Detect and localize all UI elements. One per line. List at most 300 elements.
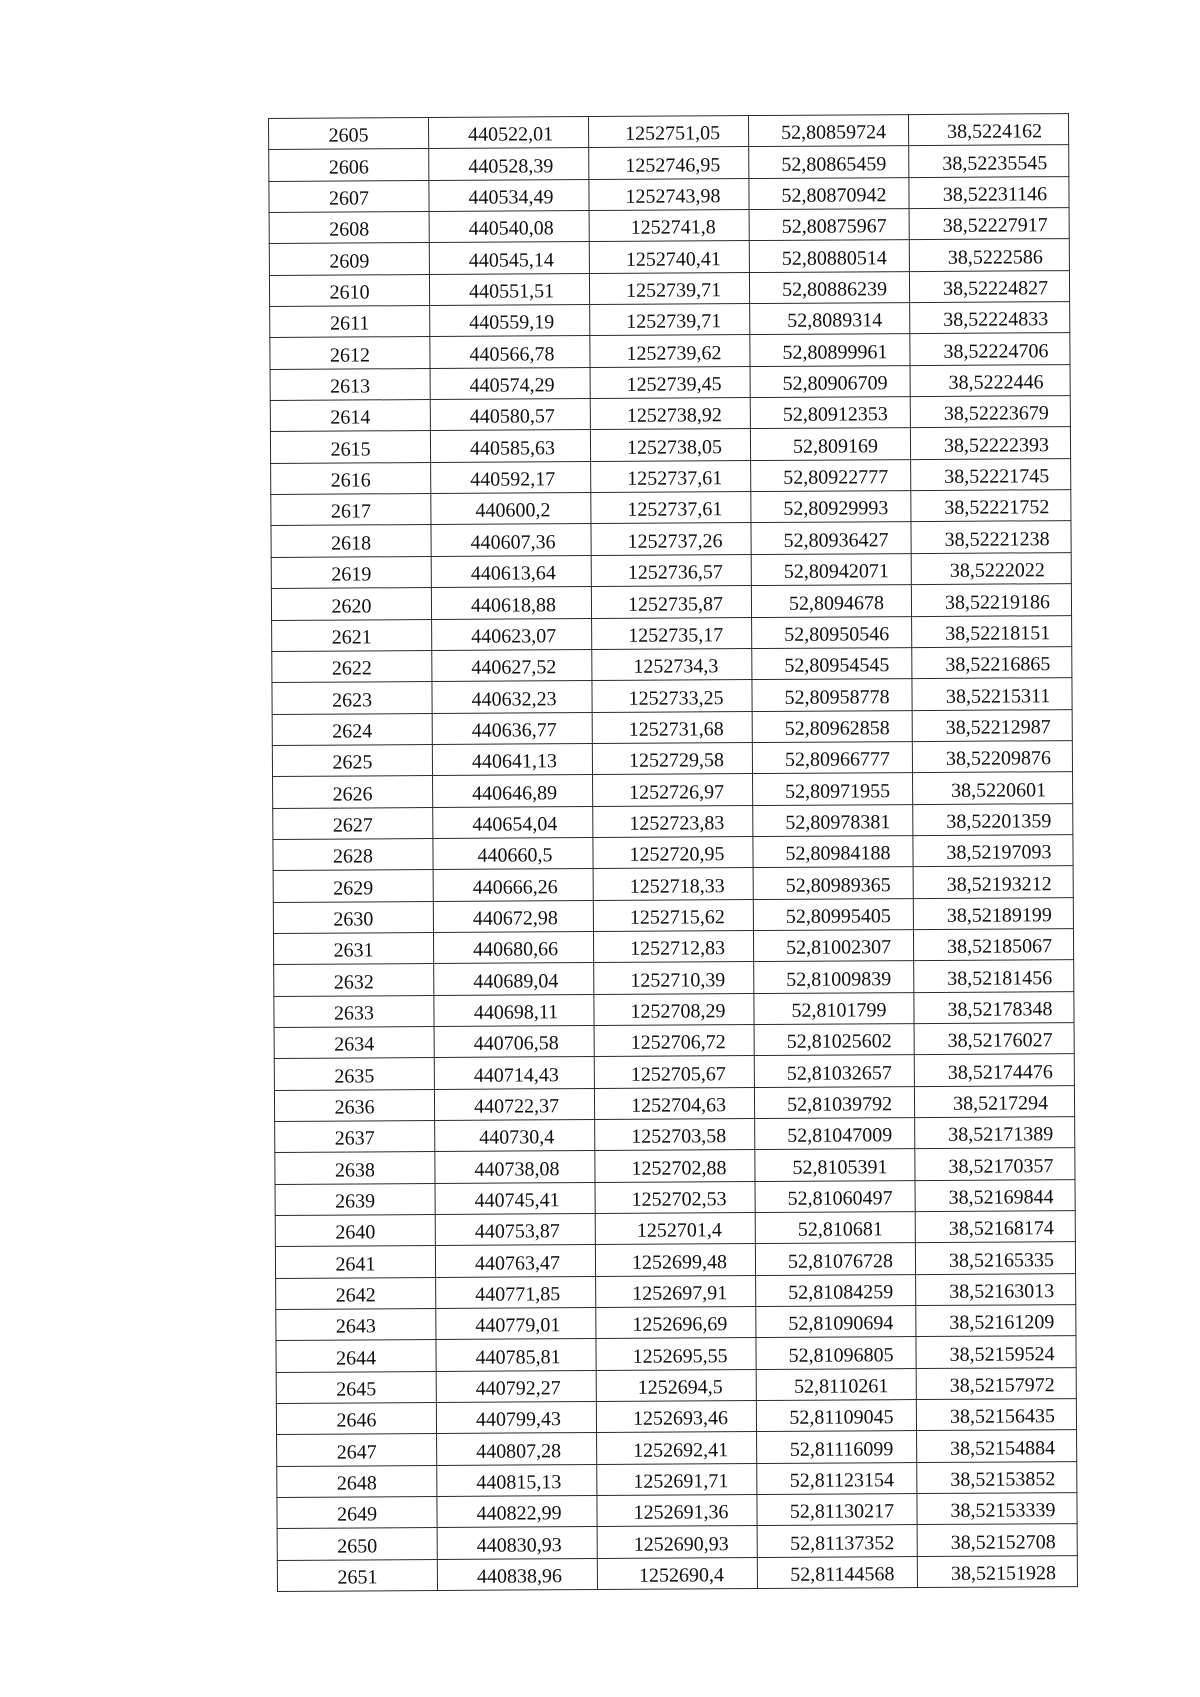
longitude-cell — [916, 1273, 1076, 1305]
cell-text: 440522,01 — [468, 123, 554, 147]
cell-text: 52,81123154 — [789, 1469, 895, 1492]
table-row — [270, 396, 1070, 432]
cell-text: 440666,26 — [472, 875, 558, 899]
cell-text: 52,80962858 — [784, 717, 890, 740]
cell-text: 52,81032657 — [786, 1061, 892, 1085]
cell-text: 52,80906709 — [782, 372, 888, 395]
longitude-cell — [910, 302, 1070, 334]
cell-text: 52,81039792 — [786, 1093, 893, 1116]
latitude-cell — [755, 1212, 915, 1244]
longitude-cell — [917, 1524, 1077, 1556]
y-coordinate-cell — [594, 1025, 754, 1057]
y-coordinate-cell — [591, 492, 751, 524]
point-number-cell — [272, 682, 432, 714]
table-row — [277, 1493, 1077, 1529]
y-coordinate-cell — [594, 1087, 754, 1119]
y-coordinate-cell — [597, 1495, 757, 1527]
table-row — [272, 678, 1072, 714]
cell-text: 52,80989365 — [785, 873, 891, 897]
longitude-cell — [910, 364, 1070, 396]
point-number-cell — [272, 619, 432, 651]
cell-text: 440534,49 — [468, 186, 554, 209]
x-coordinate-cell — [432, 743, 592, 775]
y-coordinate-cell — [592, 617, 752, 649]
cell-text: 52,81116099 — [789, 1437, 894, 1461]
cell-text: 38,52159524 — [949, 1342, 1055, 1366]
point-number-cell — [273, 807, 433, 839]
y-coordinate-cell — [590, 398, 750, 430]
longitude-cell — [911, 584, 1071, 616]
longitude-cell — [914, 1085, 1074, 1117]
cell-text: 2606 — [328, 156, 369, 179]
table-row — [270, 302, 1070, 338]
point-number-cell — [271, 494, 431, 526]
cell-text: 440574,29 — [469, 374, 555, 397]
cell-text: 52,80984188 — [785, 842, 891, 866]
latitude-cell — [753, 804, 913, 836]
table-row — [269, 208, 1069, 244]
y-coordinate-cell — [592, 680, 752, 712]
cell-text: 52,80912353 — [782, 403, 888, 427]
x-coordinate-cell — [436, 1308, 596, 1340]
cell-text: 2618 — [331, 532, 372, 555]
x-coordinate-cell — [429, 211, 589, 243]
latitude-cell — [751, 491, 911, 523]
cell-text: 2624 — [332, 720, 373, 743]
x-coordinate-cell — [434, 994, 594, 1026]
cell-text: 38,52224706 — [943, 339, 1049, 363]
y-coordinate-cell — [592, 742, 752, 774]
point-number-cell — [273, 932, 433, 964]
cell-text: 52,80899961 — [782, 340, 888, 364]
cell-text: 38,52221238 — [944, 528, 1050, 551]
cell-text: 440706,58 — [473, 1032, 559, 1056]
table-row — [274, 991, 1074, 1027]
x-coordinate-cell — [435, 1214, 595, 1246]
x-coordinate-cell — [433, 931, 593, 963]
cell-text: 38,52216865 — [945, 653, 1051, 677]
x-coordinate-cell — [435, 1245, 595, 1277]
cell-text: 440580,57 — [469, 405, 555, 429]
cell-text: 2643 — [335, 1315, 376, 1339]
longitude-cell — [910, 333, 1070, 365]
y-coordinate-cell — [596, 1275, 756, 1307]
table-row — [276, 1336, 1076, 1372]
longitude-cell — [917, 1555, 1077, 1587]
cell-text: 2626 — [332, 782, 373, 806]
longitude-cell — [913, 835, 1073, 867]
cell-text: 52,80886239 — [781, 278, 888, 301]
latitude-cell — [751, 459, 911, 491]
table-row — [275, 1148, 1075, 1184]
longitude-cell — [917, 1461, 1077, 1493]
point-number-cell — [273, 838, 433, 870]
cell-text: 1252741,8 — [630, 216, 716, 240]
cell-text: 38,52224827 — [942, 277, 1049, 300]
longitude-cell — [914, 960, 1074, 992]
cell-text: 38,52218151 — [945, 622, 1051, 645]
cell-text: 52,80859724 — [781, 121, 887, 145]
cell-text: 440745,41 — [474, 1189, 560, 1212]
cell-text: 1252701,4 — [636, 1219, 722, 1243]
x-coordinate-cell — [429, 148, 589, 180]
cell-text: 52,81084259 — [788, 1281, 894, 1304]
latitude-cell — [757, 1556, 917, 1588]
y-coordinate-cell — [589, 147, 749, 179]
cell-text: 38,52174476 — [947, 1060, 1053, 1084]
table-row — [271, 490, 1071, 526]
cell-text: 1252723,83 — [629, 812, 725, 835]
x-coordinate-cell — [436, 1402, 596, 1434]
table-row — [276, 1273, 1076, 1309]
cell-text: 2651 — [337, 1566, 378, 1589]
longitude-cell — [915, 1179, 1075, 1211]
longitude-cell — [912, 709, 1072, 741]
point-number-cell — [270, 400, 430, 432]
x-coordinate-cell — [437, 1527, 597, 1559]
y-coordinate-cell — [595, 1150, 755, 1182]
cell-text: 38,52227917 — [942, 214, 1048, 238]
cell-text: 38,52170357 — [948, 1154, 1054, 1178]
y-coordinate-cell — [593, 774, 753, 806]
cell-text: 440672,98 — [472, 907, 558, 930]
cell-text: 440722,37 — [473, 1095, 560, 1118]
x-coordinate-cell — [431, 461, 591, 493]
table-row — [275, 1211, 1075, 1247]
cell-text: 52,80978381 — [785, 811, 891, 834]
cell-text: 52,810681 — [797, 1218, 883, 1242]
x-coordinate-cell — [435, 1182, 595, 1214]
y-coordinate-cell — [593, 930, 753, 962]
cell-text: 2645 — [336, 1378, 377, 1401]
cell-text: 38,52223679 — [943, 402, 1049, 426]
point-number-cell — [270, 431, 430, 463]
latitude-cell — [756, 1368, 916, 1400]
x-coordinate-cell — [430, 367, 590, 399]
latitude-cell — [755, 1243, 915, 1275]
longitude-cell — [911, 458, 1071, 490]
x-coordinate-cell — [430, 336, 590, 368]
cell-text: 1252743,98 — [625, 185, 721, 208]
cell-text: 1252739,62 — [626, 341, 722, 365]
cell-text: 2630 — [333, 908, 374, 931]
point-number-cell — [275, 1183, 435, 1215]
point-number-cell — [271, 525, 431, 557]
x-coordinate-cell — [429, 273, 589, 305]
longitude-cell — [911, 521, 1071, 553]
cell-text: 52,80870942 — [781, 184, 887, 207]
cell-text: 2639 — [335, 1190, 376, 1213]
cell-text: 2609 — [329, 250, 370, 273]
point-number-cell — [274, 1058, 434, 1090]
cell-text: 38,52169844 — [948, 1186, 1054, 1209]
cell-text: 440618,88 — [470, 593, 557, 617]
cell-text: 440632,23 — [471, 687, 557, 711]
cell-text: 52,809169 — [792, 435, 879, 458]
cell-text: 440623,07 — [471, 625, 557, 648]
cell-text: 38,52151928 — [950, 1562, 1056, 1586]
cell-text: 52,80875967 — [781, 215, 887, 239]
longitude-cell — [913, 929, 1073, 961]
cell-text: 440592,17 — [470, 468, 556, 491]
x-coordinate-cell — [437, 1496, 597, 1528]
y-coordinate-cell — [597, 1463, 757, 1495]
cell-text: 2649 — [336, 1503, 378, 1527]
latitude-cell — [749, 177, 909, 209]
x-coordinate-cell — [432, 712, 592, 744]
cell-text: 1252690,93 — [633, 1533, 729, 1556]
cell-text: 1252706,72 — [630, 1031, 726, 1055]
cell-text: 38,52215311 — [945, 684, 1051, 708]
x-coordinate-cell — [430, 399, 590, 431]
longitude-cell — [917, 1430, 1077, 1462]
cell-text: 1252738,05 — [626, 436, 723, 459]
y-coordinate-cell — [590, 304, 750, 336]
cell-text: 1252746,95 — [625, 153, 721, 177]
latitude-cell — [754, 1055, 914, 1087]
point-number-cell — [273, 901, 433, 933]
cell-text: 1252739,71 — [626, 310, 722, 334]
cell-text: 440660,5 — [477, 844, 553, 867]
longitude-cell — [909, 208, 1069, 240]
point-number-cell — [274, 964, 434, 996]
cell-text: 1252718,33 — [629, 874, 725, 898]
table-row — [269, 239, 1069, 275]
latitude-cell — [749, 146, 909, 178]
cell-text: 440822,99 — [476, 1502, 562, 1526]
x-coordinate-cell — [437, 1558, 597, 1590]
y-coordinate-cell — [589, 241, 749, 273]
cell-text: 1252737,61 — [627, 467, 723, 490]
point-number-cell — [269, 243, 429, 275]
cell-text: 52,8094678 — [788, 591, 885, 615]
table-row — [277, 1430, 1077, 1466]
longitude-cell — [917, 1493, 1077, 1525]
cell-text: 2636 — [334, 1096, 375, 1119]
cell-text: 2628 — [332, 845, 374, 868]
latitude-cell — [750, 365, 910, 397]
x-coordinate-cell — [434, 1088, 594, 1120]
point-number-cell — [273, 870, 433, 902]
y-coordinate-cell — [597, 1432, 757, 1464]
cell-text: 440559,19 — [469, 311, 555, 335]
longitude-cell — [912, 740, 1072, 772]
cell-text: 2607 — [328, 187, 370, 210]
x-coordinate-cell — [432, 681, 592, 713]
cell-text: 52,81047009 — [787, 1124, 893, 1148]
cell-text: 52,80950546 — [784, 623, 890, 646]
longitude-cell — [916, 1367, 1076, 1399]
coordinates-table-body — [269, 114, 1078, 1592]
cell-text: 52,80936427 — [783, 529, 889, 552]
point-number-cell — [272, 744, 432, 776]
point-number-cell — [274, 995, 434, 1027]
cell-text: 38,52222393 — [943, 434, 1050, 457]
longitude-cell — [912, 678, 1072, 710]
cell-text: 1252712,83 — [630, 937, 726, 961]
y-coordinate-cell — [596, 1369, 756, 1401]
cell-text: 38,52221745 — [944, 465, 1050, 489]
point-number-cell — [269, 274, 429, 306]
cell-text: 1252738,92 — [626, 404, 722, 428]
y-coordinate-cell — [592, 711, 752, 743]
latitude-cell — [757, 1431, 917, 1463]
point-number-cell — [277, 1465, 437, 1497]
latitude-cell — [755, 1118, 915, 1150]
cell-text: 38,52165335 — [948, 1248, 1055, 1272]
cell-text: 440654,04 — [472, 813, 558, 836]
y-coordinate-cell — [596, 1338, 756, 1370]
table-row — [273, 772, 1073, 808]
cell-text: 2617 — [330, 500, 371, 524]
y-coordinate-cell — [593, 899, 753, 931]
cell-text: 440613,64 — [470, 562, 556, 585]
point-number-cell — [271, 462, 431, 494]
point-number-cell — [269, 212, 429, 244]
cell-text: 38,52212987 — [945, 716, 1051, 739]
cell-text: 1252735,87 — [627, 592, 724, 616]
longitude-cell — [915, 1148, 1075, 1180]
table-row — [270, 427, 1070, 463]
cell-text: 38,52189199 — [946, 904, 1052, 927]
point-number-cell — [275, 1121, 435, 1153]
x-coordinate-cell — [431, 493, 591, 525]
cell-text: 1252694,5 — [637, 1376, 723, 1399]
latitude-cell — [753, 898, 913, 930]
x-coordinate-cell — [433, 869, 593, 901]
point-number-cell — [276, 1371, 436, 1403]
latitude-cell — [753, 930, 913, 962]
longitude-cell — [914, 1054, 1074, 1086]
cell-text: 2613 — [330, 375, 371, 398]
cell-text: 1252702,53 — [631, 1188, 727, 1211]
x-coordinate-cell — [430, 305, 590, 337]
cell-text: 38,52193212 — [946, 872, 1052, 896]
cell-text: 1252739,71 — [625, 279, 722, 302]
latitude-cell — [749, 271, 909, 303]
cell-text: 2634 — [334, 1033, 375, 1056]
x-coordinate-cell — [436, 1370, 596, 1402]
cell-text: 2623 — [331, 688, 373, 712]
cell-text: 38,52176027 — [947, 1029, 1053, 1053]
cell-text: 1252739,45 — [626, 373, 722, 396]
table-row — [272, 709, 1072, 745]
cell-text: 1252740,41 — [625, 247, 721, 271]
latitude-cell — [756, 1306, 916, 1338]
y-coordinate-cell — [594, 1056, 754, 1088]
x-coordinate-cell — [431, 587, 591, 619]
y-coordinate-cell — [589, 178, 749, 210]
latitude-cell — [750, 397, 910, 429]
latitude-cell — [754, 1086, 914, 1118]
cell-text: 2641 — [335, 1253, 376, 1276]
latitude-cell — [751, 553, 911, 585]
y-coordinate-cell — [591, 523, 751, 555]
longitude-cell — [913, 866, 1073, 898]
table-row — [276, 1305, 1076, 1341]
cell-text: 440838,96 — [476, 1565, 562, 1588]
cell-text: 38,52219186 — [944, 590, 1051, 614]
cell-text: 1252703,58 — [631, 1125, 727, 1149]
x-coordinate-cell — [433, 775, 593, 807]
table-row — [273, 866, 1073, 902]
cell-text: 52,80954545 — [784, 654, 890, 678]
x-coordinate-cell — [429, 179, 589, 211]
cell-text: 38,52153852 — [950, 1468, 1056, 1491]
y-coordinate-cell — [593, 868, 753, 900]
table-row — [273, 929, 1073, 965]
table-row — [269, 176, 1069, 212]
cell-text: 38,52168174 — [948, 1217, 1054, 1241]
latitude-cell — [748, 115, 908, 147]
table-row — [274, 1023, 1074, 1059]
cell-text: 440771,85 — [475, 1283, 561, 1306]
cell-text: 1252692,41 — [633, 1438, 729, 1462]
point-number-cell — [275, 1246, 435, 1278]
table-row — [270, 364, 1070, 400]
cell-text: 440830,93 — [476, 1534, 562, 1557]
table-row — [275, 1242, 1075, 1278]
longitude-cell — [913, 897, 1073, 929]
latitude-cell — [752, 710, 912, 742]
cell-text: 440641,13 — [471, 750, 558, 773]
table-row — [273, 803, 1073, 839]
cell-text: 38,5222446 — [948, 371, 1044, 394]
cell-text: 52,81096805 — [788, 1343, 894, 1367]
cell-text: 2619 — [331, 563, 372, 586]
cell-text: 1252696,69 — [632, 1313, 728, 1337]
table-row — [276, 1367, 1076, 1403]
cell-text: 38,52152708 — [950, 1531, 1056, 1554]
longitude-cell — [910, 427, 1070, 459]
cell-text: 52,81060497 — [787, 1187, 893, 1210]
y-coordinate-cell — [595, 1119, 755, 1151]
point-number-cell — [269, 180, 429, 212]
cell-text: 2644 — [336, 1347, 377, 1370]
cell-text: 38,52231146 — [942, 183, 1048, 206]
longitude-cell — [909, 176, 1069, 208]
x-coordinate-cell — [429, 242, 589, 274]
cell-text: 2616 — [330, 469, 371, 492]
y-coordinate-cell — [590, 366, 750, 398]
cell-text: 440785,81 — [475, 1345, 561, 1369]
cell-text: 2642 — [335, 1284, 376, 1307]
cell-text: 2627 — [332, 814, 373, 837]
table-row — [269, 114, 1069, 150]
y-coordinate-cell — [590, 335, 750, 367]
cell-text: 52,8105391 — [792, 1155, 888, 1179]
cell-text: 2620 — [331, 594, 372, 618]
cell-text: 38,52161209 — [949, 1311, 1055, 1335]
point-number-cell — [276, 1340, 436, 1372]
y-coordinate-cell — [588, 116, 748, 148]
latitude-cell — [752, 647, 912, 679]
point-number-cell — [276, 1309, 436, 1341]
cell-text: 1252736,57 — [627, 561, 723, 584]
y-coordinate-cell — [593, 805, 753, 837]
cell-text: 440714,43 — [473, 1063, 559, 1087]
cell-text: 2615 — [330, 438, 371, 461]
cell-text: 1252734,3 — [633, 655, 719, 678]
point-number-cell — [272, 650, 432, 682]
cell-text: 2633 — [333, 1002, 375, 1025]
y-coordinate-cell — [591, 460, 751, 492]
cell-text: 52,8110261 — [794, 1375, 889, 1398]
y-coordinate-cell — [590, 429, 750, 461]
latitude-cell — [750, 334, 910, 366]
cell-text: 440815,13 — [476, 1471, 562, 1494]
point-number-cell — [270, 306, 430, 338]
